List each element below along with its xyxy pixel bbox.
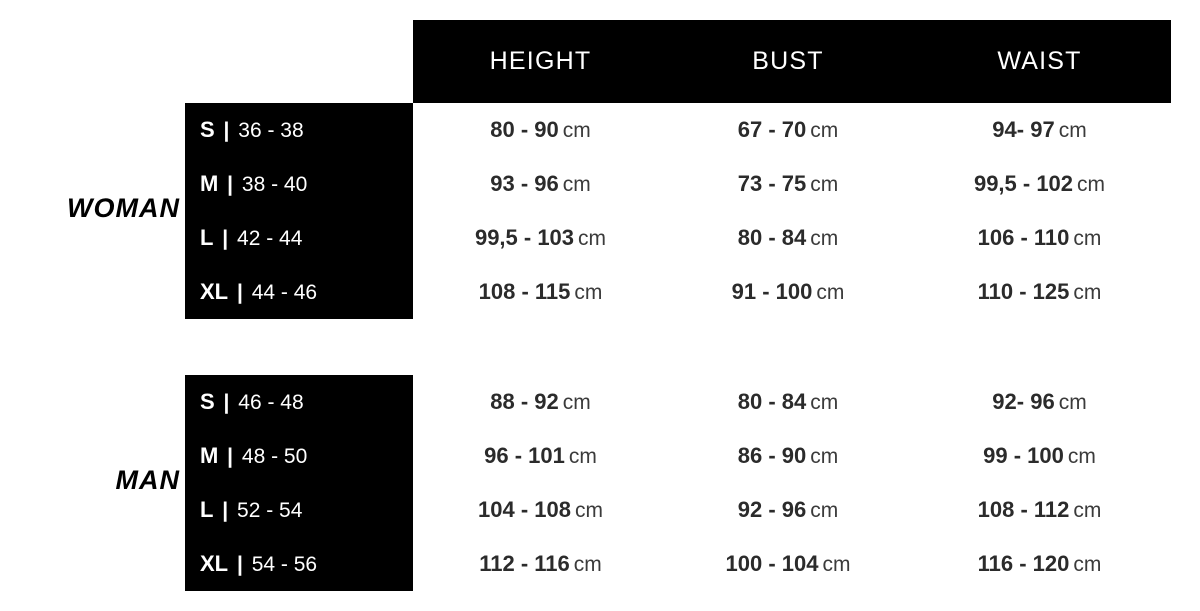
waist-value: 116 - 120 xyxy=(977,551,1070,576)
waist-value: 99,5 - 102 xyxy=(973,171,1074,196)
unit-label: cm xyxy=(1067,445,1096,468)
bust-value: 92 - 96 xyxy=(737,497,807,522)
cell-size xyxy=(0,443,413,469)
cell-bust xyxy=(668,225,908,251)
bust-value: 80 - 84 xyxy=(737,389,807,414)
cell-bust xyxy=(668,389,908,415)
unit-label: cm xyxy=(578,227,607,250)
unit-label: cm xyxy=(810,173,839,196)
unit-label: cm xyxy=(1077,173,1106,196)
bust-value: 100 - 104 xyxy=(725,551,819,576)
unit-label: cm xyxy=(573,553,602,576)
unit-label: cm xyxy=(810,391,839,414)
size-code: L xyxy=(200,497,214,522)
column-header-height: HEIGHT xyxy=(489,47,592,75)
table-row xyxy=(0,211,1200,265)
cell-height xyxy=(413,497,668,523)
waist-value: 110 - 125 xyxy=(977,279,1070,304)
rows-woman xyxy=(0,103,1200,319)
bust-value: 67 - 70 xyxy=(737,117,807,142)
unit-label: cm xyxy=(1073,499,1102,522)
cell-bust xyxy=(668,497,908,523)
cell-size xyxy=(0,389,413,415)
cell-bust xyxy=(668,171,908,197)
group-label-woman: WOMAN xyxy=(67,193,180,223)
size-separator: | xyxy=(222,499,229,522)
bust-value: 73 - 75 xyxy=(737,171,807,196)
table-header-band xyxy=(413,20,1171,103)
bust-value: 80 - 84 xyxy=(737,225,807,250)
size-separator: | xyxy=(223,119,230,142)
size-code: XL xyxy=(200,551,229,576)
cell-waist xyxy=(908,279,1171,305)
table-row xyxy=(0,265,1200,319)
size-separator: | xyxy=(236,553,243,576)
size-separator: | xyxy=(222,227,229,250)
size-code: L xyxy=(200,225,214,250)
waist-value: 108 - 112 xyxy=(977,497,1070,522)
size-separator: | xyxy=(223,391,230,414)
height-value: 108 - 115 xyxy=(478,279,571,304)
size-group-man xyxy=(0,375,1200,591)
table-row xyxy=(0,429,1200,483)
height-value: 104 - 108 xyxy=(478,497,571,522)
cell-size xyxy=(0,497,413,523)
table-row xyxy=(0,537,1200,591)
unit-label: cm xyxy=(562,391,591,414)
size-separator: | xyxy=(227,445,234,468)
unit-label: cm xyxy=(822,553,851,576)
size-eu: 52 - 54 xyxy=(237,499,303,522)
waist-value: 106 - 110 xyxy=(977,225,1070,250)
unit-label: cm xyxy=(1073,227,1102,250)
height-value: 96 - 101 xyxy=(484,443,565,468)
unit-label: cm xyxy=(810,445,839,468)
cell-height xyxy=(413,551,668,577)
column-header-waist: WAIST xyxy=(997,47,1082,75)
cell-height xyxy=(413,279,668,305)
size-code: M xyxy=(200,443,219,468)
unit-label: cm xyxy=(574,499,603,522)
cell-bust xyxy=(668,117,908,143)
size-eu: 36 - 38 xyxy=(238,119,304,142)
height-value: 99,5 - 103 xyxy=(474,225,575,250)
height-value: 88 - 92 xyxy=(490,389,559,414)
cell-bust xyxy=(668,279,908,305)
table-row xyxy=(0,375,1200,429)
table-row xyxy=(0,483,1200,537)
size-eu: 38 - 40 xyxy=(241,173,308,196)
size-separator: | xyxy=(236,281,243,304)
unit-label: cm xyxy=(810,119,839,142)
unit-label: cm xyxy=(562,173,591,196)
cell-size xyxy=(0,117,413,143)
cell-height xyxy=(413,225,668,251)
cell-height xyxy=(413,443,668,469)
unit-label: cm xyxy=(574,281,603,304)
unit-label: cm xyxy=(1073,553,1102,576)
cell-size xyxy=(0,279,413,305)
unit-label: cm xyxy=(816,281,845,304)
cell-waist xyxy=(908,225,1171,251)
cell-bust xyxy=(668,443,908,469)
size-code: M xyxy=(200,171,219,196)
size-eu: 48 - 50 xyxy=(241,445,308,468)
waist-value: 94- 97 xyxy=(992,117,1055,142)
height-value: 80 - 90 xyxy=(490,117,559,142)
size-code: S xyxy=(200,117,215,142)
unit-label: cm xyxy=(1058,119,1087,142)
table-row xyxy=(0,157,1200,211)
size-separator: | xyxy=(227,173,234,196)
unit-label: cm xyxy=(810,499,839,522)
size-code: S xyxy=(200,389,215,414)
height-value: 93 - 96 xyxy=(490,171,559,196)
size-eu: 42 - 44 xyxy=(237,227,303,250)
size-eu: 54 - 56 xyxy=(251,553,318,576)
unit-label: cm xyxy=(1073,281,1102,304)
group-label-man: MAN xyxy=(115,465,180,495)
size-code: XL xyxy=(200,279,229,304)
waist-value: 92- 96 xyxy=(992,389,1055,414)
cell-waist xyxy=(908,497,1171,523)
height-value: 112 - 116 xyxy=(479,551,570,576)
cell-height xyxy=(413,389,668,415)
cell-height xyxy=(413,171,668,197)
cell-height xyxy=(413,117,668,143)
unit-label: cm xyxy=(810,227,839,250)
unit-label: cm xyxy=(562,119,591,142)
cell-size xyxy=(0,551,413,577)
size-group-woman xyxy=(0,103,1200,319)
waist-value: 99 - 100 xyxy=(983,443,1064,468)
cell-bust xyxy=(668,551,908,577)
cell-waist xyxy=(908,551,1171,577)
rows-man xyxy=(0,375,1200,591)
bust-value: 86 - 90 xyxy=(737,443,807,468)
cell-size xyxy=(0,225,413,251)
size-eu: 44 - 46 xyxy=(251,281,318,304)
table-row xyxy=(0,103,1200,157)
cell-waist xyxy=(908,171,1171,197)
cell-waist xyxy=(908,443,1171,469)
unit-label: cm xyxy=(568,445,597,468)
cell-waist xyxy=(908,117,1171,143)
cell-waist xyxy=(908,389,1171,415)
unit-label: cm xyxy=(1058,391,1087,414)
bust-value: 91 - 100 xyxy=(731,279,813,304)
size-eu: 46 - 48 xyxy=(238,391,304,414)
cell-size xyxy=(0,171,413,197)
column-header-bust: BUST xyxy=(752,47,824,75)
